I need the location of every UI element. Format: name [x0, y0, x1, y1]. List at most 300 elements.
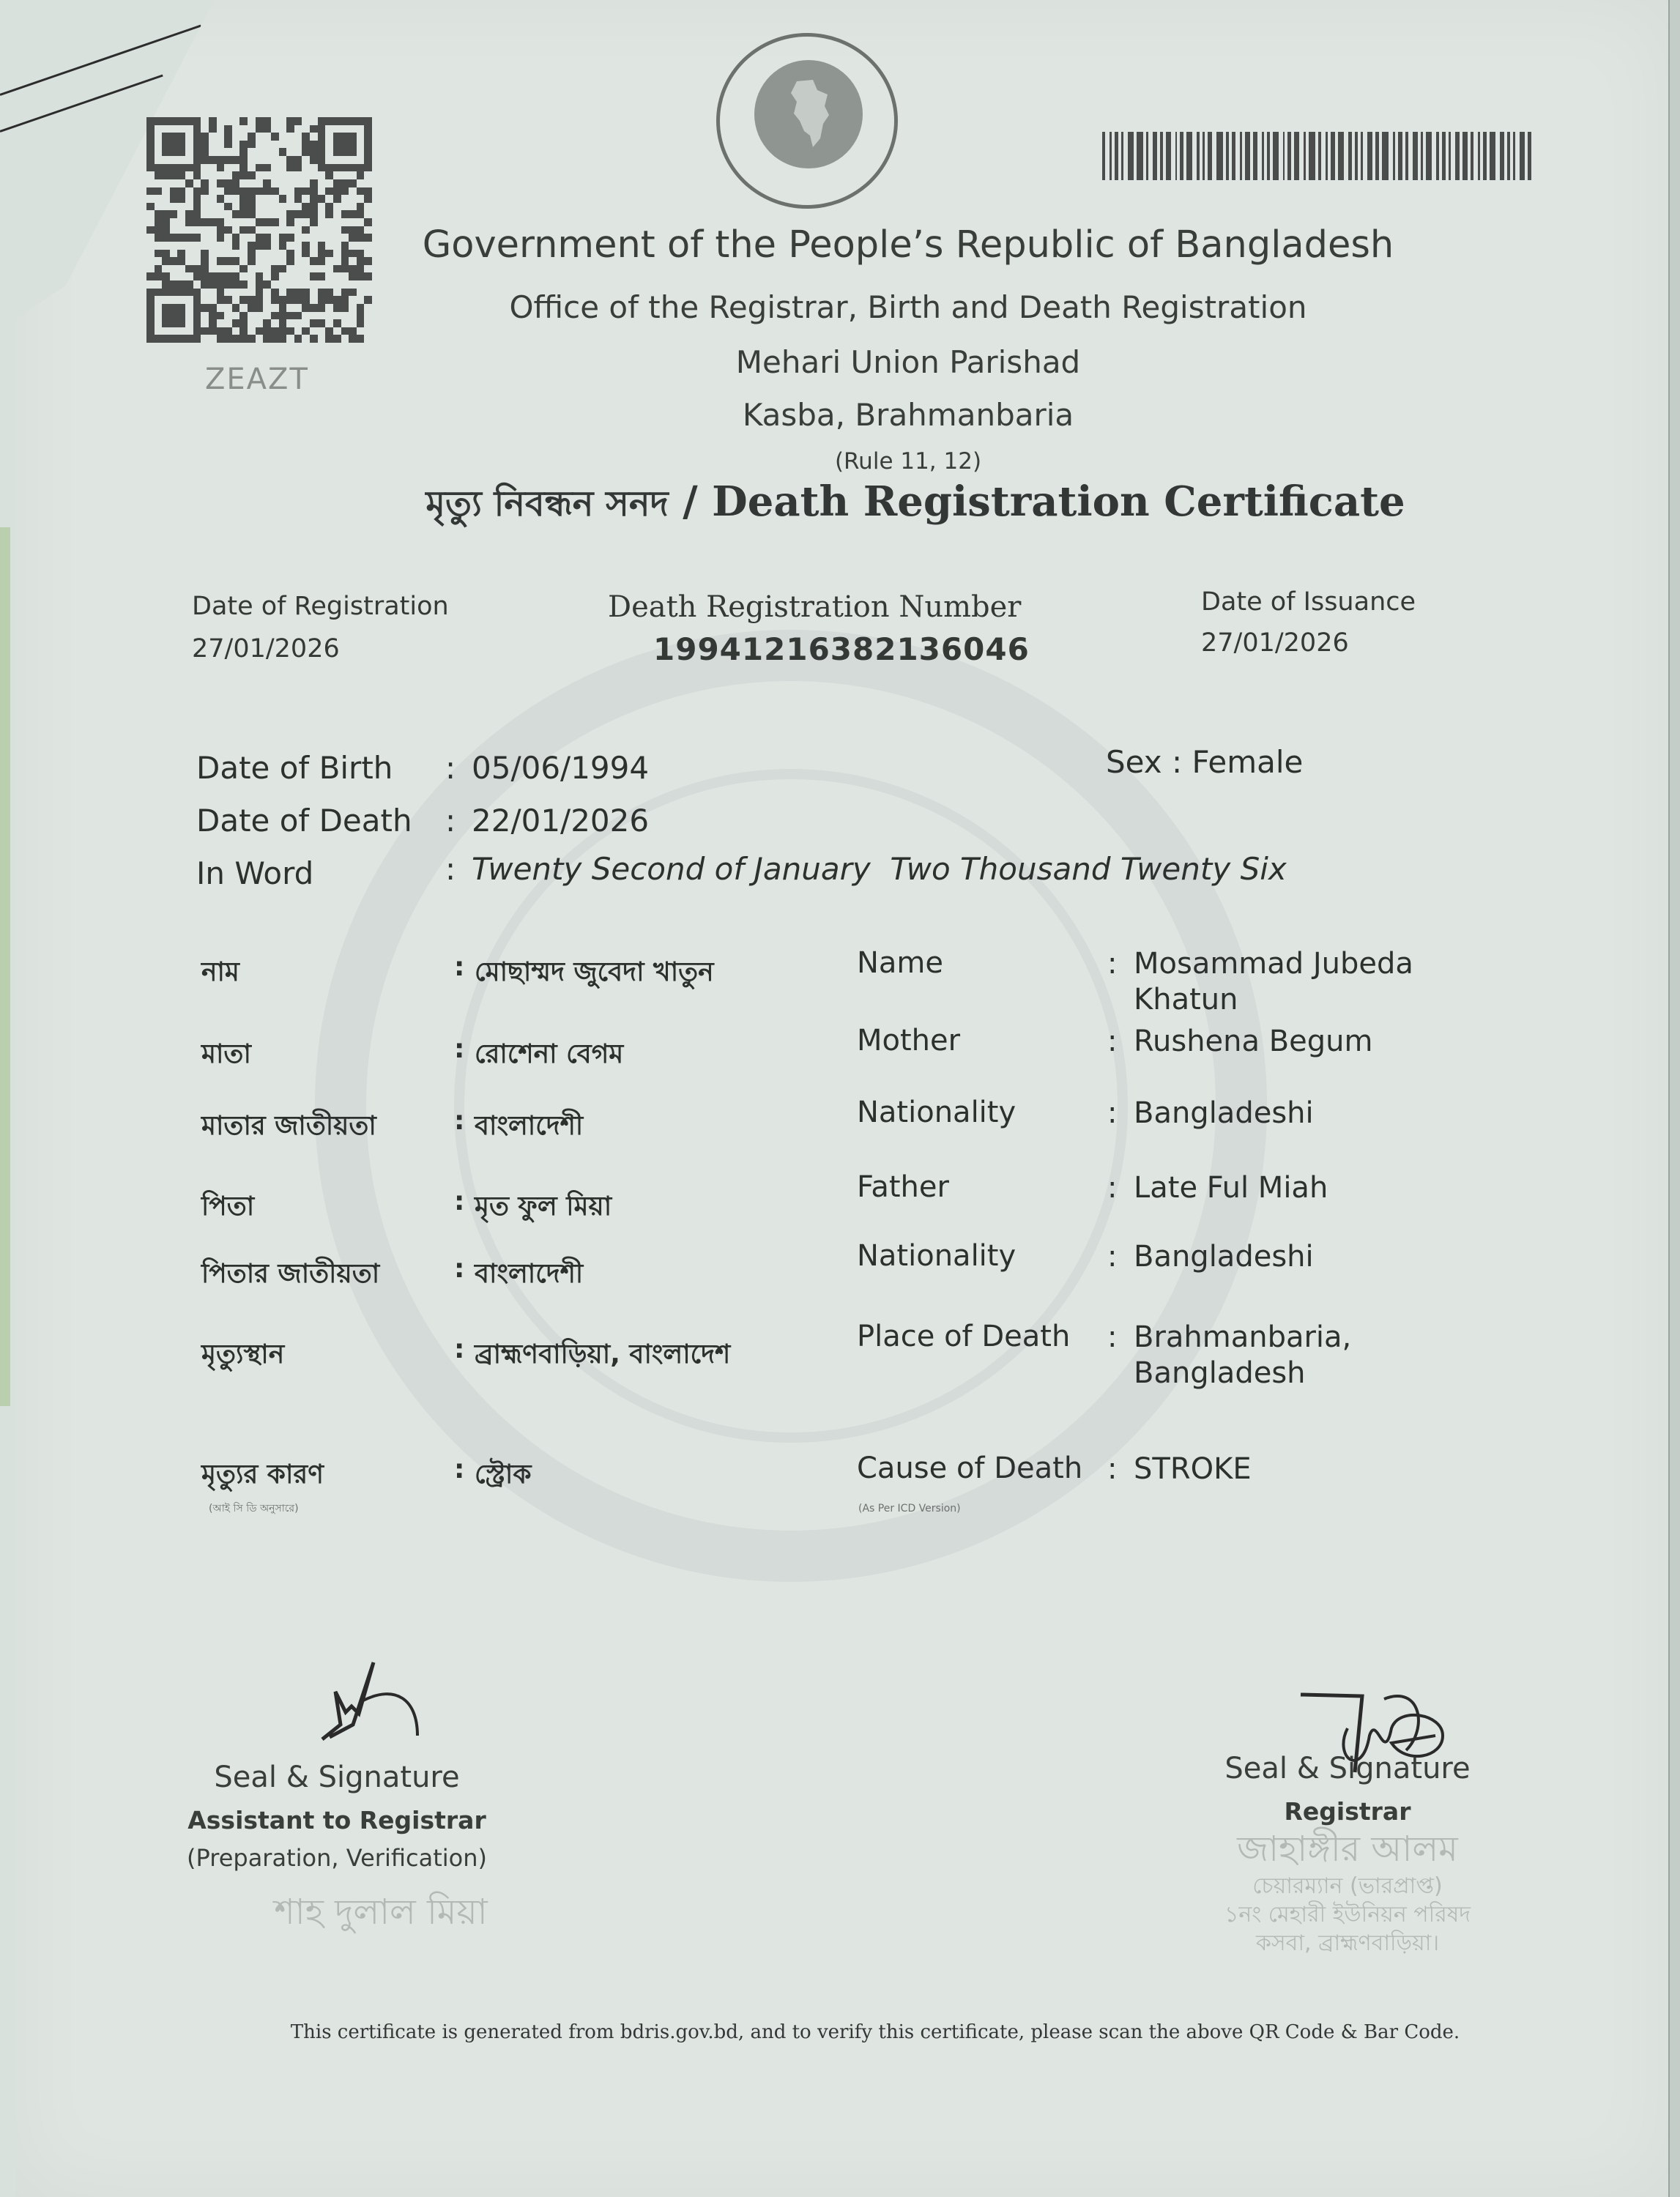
- qr-module: [341, 133, 349, 141]
- qr-module: [209, 280, 217, 289]
- qr-module: [256, 218, 264, 226]
- bn-field-colon: :: [454, 1186, 465, 1216]
- qr-module: [232, 187, 240, 196]
- bn-field-value: মৃত ফুল মিয়া: [475, 1192, 612, 1222]
- qr-module: [224, 156, 232, 164]
- qr-module: [224, 296, 232, 304]
- en-field-value: Bangladeshi: [1134, 1096, 1314, 1130]
- en-field-note: (As Per ICD Version): [858, 1503, 961, 1514]
- qr-module: [170, 203, 178, 211]
- qr-module: [302, 210, 310, 218]
- qr-module: [333, 133, 341, 141]
- qr-module: [349, 156, 357, 164]
- qr-module: [217, 242, 225, 250]
- qr-module: [349, 179, 357, 187]
- qr-module: [294, 250, 302, 258]
- qr-module: [248, 234, 256, 242]
- qr-module: [224, 226, 232, 234]
- qr-module: [341, 242, 349, 250]
- qr-module: [224, 335, 232, 343]
- qr-module: [177, 289, 185, 297]
- qr-module: [302, 280, 310, 289]
- qr-module: [310, 218, 318, 226]
- qr-module: [217, 156, 225, 164]
- barcode-bar: [1208, 132, 1212, 180]
- qr-module: [364, 156, 372, 164]
- qr-module: [263, 234, 271, 242]
- qr-module: [146, 234, 155, 242]
- qr-module: [341, 156, 349, 164]
- date-of-issuance-value: 27/01/2026: [1201, 628, 1349, 658]
- sex-colon: :: [1171, 744, 1183, 780]
- en-field-label: Mother: [857, 1024, 961, 1057]
- barcode-bar: [1175, 132, 1177, 180]
- verification-footer: This certificate is generated from bdris.gov.bd, and to verify this certificate, please scan the above QR Code & Bar Code.: [290, 2021, 1460, 2043]
- qr-module: [294, 289, 302, 297]
- qr-module: [333, 242, 341, 250]
- assistant-registrar-role: Assistant to Registrar: [187, 1806, 486, 1834]
- barcode-bar: [1166, 132, 1171, 180]
- qr-module: [162, 242, 170, 250]
- qr-module: [302, 133, 310, 141]
- qr-module: [185, 156, 193, 164]
- qr-module: [286, 210, 294, 218]
- qr-module: [279, 319, 287, 327]
- qr-module: [217, 117, 225, 125]
- bn-field-value: বাংলাদেশী: [475, 1111, 584, 1141]
- qr-module: [294, 133, 302, 141]
- qr-module: [185, 133, 193, 141]
- qr-module: [302, 195, 310, 203]
- qr-module: [209, 187, 217, 196]
- qr-module: [155, 242, 163, 250]
- qr-module: [294, 195, 302, 203]
- qr-module: [364, 117, 372, 125]
- qr-module: [325, 327, 333, 335]
- qr-module: [177, 133, 185, 141]
- bn-field-value: রোশেনা বেগম: [475, 1039, 624, 1069]
- qr-module: [155, 148, 163, 156]
- qr-module: [286, 125, 294, 133]
- qr-module: [302, 156, 310, 164]
- qr-module: [318, 218, 326, 226]
- qr-module: [201, 210, 209, 218]
- qr-module: [155, 164, 163, 172]
- qr-module: [170, 187, 178, 196]
- assistant-signature-icon: [308, 1655, 432, 1750]
- qr-module: [170, 179, 178, 187]
- qr-module: [349, 280, 357, 289]
- qr-module: [185, 327, 193, 335]
- qr-module: [318, 296, 326, 304]
- qr-module: [310, 257, 318, 265]
- qr-module: [310, 187, 318, 196]
- qr-module: [232, 257, 240, 265]
- qr-module: [256, 156, 264, 164]
- qr-module: [239, 218, 248, 226]
- qr-module: [146, 164, 155, 172]
- qr-module: [318, 133, 326, 141]
- qr-module: [263, 195, 271, 203]
- barcode-bar: [1262, 132, 1264, 180]
- qr-module: [217, 179, 225, 187]
- qr-module: [224, 319, 232, 327]
- qr-module: [263, 327, 271, 335]
- qr-module: [325, 312, 333, 320]
- barcode-bar: [1449, 132, 1451, 180]
- qr-module: [302, 265, 310, 273]
- qr-module: [364, 187, 372, 196]
- qr-module: [263, 171, 271, 179]
- qr-module: [310, 289, 318, 297]
- en-field-value: Mosammad Jubeda Khatun: [1134, 947, 1413, 1016]
- qr-module: [364, 319, 372, 327]
- qr-module: [162, 280, 170, 289]
- qr-module: [310, 312, 318, 320]
- qr-module: [185, 280, 193, 289]
- barcode[interactable]: [1102, 132, 1534, 180]
- qr-module: [146, 210, 155, 218]
- qr-module: [357, 319, 365, 327]
- qr-module: [333, 171, 341, 179]
- qr-module: [209, 125, 217, 133]
- qr-module: [177, 250, 185, 258]
- qr-module: [357, 257, 365, 265]
- qr-module: [349, 210, 357, 218]
- qr-module: [232, 319, 240, 327]
- qr-module: [256, 234, 264, 242]
- qr-module: [286, 327, 294, 335]
- qr-module: [341, 164, 349, 172]
- dod-colon: :: [445, 803, 456, 839]
- bn-field-colon: :: [454, 1034, 465, 1064]
- qr-module: [286, 304, 294, 312]
- qr-module: [325, 210, 333, 218]
- qr-module: [349, 257, 357, 265]
- qr-module: [357, 148, 365, 156]
- barcode-bar: [1102, 132, 1105, 180]
- qr-module: [201, 148, 209, 156]
- qr-module: [310, 327, 318, 335]
- qr-module: [349, 117, 357, 125]
- qr-module: [364, 335, 372, 343]
- barcode-bar: [1520, 132, 1525, 180]
- qr-module: [310, 179, 318, 187]
- qr-module: [224, 133, 232, 141]
- qr-module: [364, 210, 372, 218]
- qr-module: [349, 304, 357, 312]
- qr-module: [232, 218, 240, 226]
- qr-module: [349, 272, 357, 280]
- qr-module: [294, 335, 302, 343]
- qr-module: [193, 312, 201, 320]
- qr-module: [155, 327, 163, 335]
- bn-field-value: বাংলাদেশী: [475, 1259, 584, 1289]
- qr-module: [162, 187, 170, 196]
- barcode-bar: [1500, 132, 1504, 180]
- location-heading: Kasba, Brahmanbaria: [742, 397, 1074, 433]
- qr-module: [279, 226, 287, 234]
- qr-module: [302, 179, 310, 187]
- qr-module: [146, 226, 155, 234]
- qr-module: [256, 133, 264, 141]
- barcode-bar: [1180, 132, 1183, 180]
- qr-module: [209, 179, 217, 187]
- bn-field-label: পিতার জাতীয়তা: [201, 1259, 380, 1289]
- qr-module: [201, 171, 209, 179]
- qr-module: [146, 171, 155, 179]
- qr-module: [201, 280, 209, 289]
- qr-module: [364, 125, 372, 133]
- barcode-bar: [1245, 132, 1250, 180]
- qr-module: [162, 319, 170, 327]
- qr-module: [286, 203, 294, 211]
- qr-module: [248, 195, 256, 203]
- qr-module: [271, 327, 279, 335]
- sex-label: Sex: [1106, 744, 1162, 780]
- barcode-bar: [1318, 132, 1321, 180]
- qr-module: [248, 133, 256, 141]
- qr-module: [294, 226, 302, 234]
- qr-module: [232, 327, 240, 335]
- qr-module: [239, 156, 248, 164]
- registrar-stamp-name: জাহাঙ্গীর আলম: [1237, 1829, 1458, 1870]
- barcode-bar: [1442, 132, 1446, 180]
- qr-module: [162, 226, 170, 234]
- qr-module: [364, 280, 372, 289]
- qr-module: [217, 280, 225, 289]
- barcode-bar: [1121, 132, 1123, 180]
- qr-module: [224, 195, 232, 203]
- qr-module: [146, 242, 155, 250]
- qr-module: [201, 327, 209, 335]
- qr-module: [325, 179, 333, 187]
- qr-module: [263, 187, 271, 196]
- qr-module: [201, 272, 209, 280]
- qr-module: [155, 272, 163, 280]
- qr-module: [224, 272, 232, 280]
- qr-module: [146, 179, 155, 187]
- barcode-bar: [1309, 132, 1315, 180]
- qr-module: [232, 171, 240, 179]
- qr-module: [318, 242, 326, 250]
- qr-module: [263, 141, 271, 149]
- qr-module: [310, 280, 318, 289]
- qr-module: [310, 195, 318, 203]
- qr-module: [248, 327, 256, 335]
- qr-module: [302, 319, 310, 327]
- barcode-bar: [1226, 132, 1229, 180]
- qr-module: [279, 296, 287, 304]
- qr-module: [341, 257, 349, 265]
- rule-reference: (Rule 11, 12): [834, 448, 982, 475]
- qr-module: [294, 319, 302, 327]
- assistant-registrar-sub: (Preparation, Verification): [187, 1844, 487, 1872]
- qr-module: [224, 179, 232, 187]
- qr-module: [256, 335, 264, 343]
- en-field-label: Nationality: [857, 1239, 1016, 1273]
- qr-module: [155, 296, 163, 304]
- bn-field-colon: :: [454, 1334, 465, 1364]
- qr-module: [256, 210, 264, 218]
- qr-module: [232, 125, 240, 133]
- qr-module: [177, 327, 185, 335]
- qr-module: [310, 156, 318, 164]
- certificate-title-bn: মৃত্যু নিবন্ধন সনদ: [425, 483, 669, 524]
- qr-module: [232, 280, 240, 289]
- qr-module: [310, 296, 318, 304]
- qr-module: [146, 195, 155, 203]
- barcode-bar: [1483, 132, 1487, 180]
- qr-module: [263, 319, 271, 327]
- qr-module: [185, 242, 193, 250]
- qr-module: [349, 242, 357, 250]
- qr-module: [294, 148, 302, 156]
- qr-module: [310, 234, 318, 242]
- qr-module: [357, 117, 365, 125]
- qr-module: [333, 304, 341, 312]
- barcode-bar: [1398, 132, 1402, 180]
- qr-module: [232, 335, 240, 343]
- bn-field-value: মোছাম্মদ জুবেদা খাতুন: [475, 957, 714, 987]
- bangladesh-map-icon: [784, 77, 835, 150]
- en-field-colon: :: [1107, 1452, 1118, 1486]
- qr-module: [271, 280, 279, 289]
- qr-module: [341, 141, 349, 149]
- qr-module: [239, 148, 248, 156]
- barcode-bar: [1267, 132, 1270, 180]
- qr-module: [170, 272, 178, 280]
- qr-module: [341, 250, 349, 258]
- qr-module: [217, 250, 225, 258]
- registrar-role: Registrar: [1284, 1797, 1411, 1826]
- qr-module: [146, 133, 155, 141]
- qr-code[interactable]: [146, 117, 372, 343]
- assistant-stamp-name: শাহ দুলাল মিয়া: [274, 1892, 488, 1933]
- qr-module: [177, 141, 185, 149]
- underlying-paper-right: [1668, 0, 1680, 2197]
- qr-module: [239, 265, 248, 273]
- qr-module: [170, 280, 178, 289]
- qr-module: [170, 195, 178, 203]
- qr-module: [209, 335, 217, 343]
- qr-module: [209, 226, 217, 234]
- barcode-bar: [1478, 132, 1480, 180]
- qr-module: [349, 187, 357, 196]
- barcode-bar: [1137, 132, 1143, 180]
- qr-module: [364, 312, 372, 320]
- qr-module: [286, 335, 294, 343]
- certificate-title: [395, 477, 1435, 535]
- qr-module: [256, 203, 264, 211]
- qr-module: [271, 133, 279, 141]
- qr-module: [349, 289, 357, 297]
- qr-module: [310, 164, 318, 172]
- barcode-bar: [1375, 132, 1379, 180]
- qr-module: [294, 257, 302, 265]
- qr-module: [193, 234, 201, 242]
- qr-module: [224, 304, 232, 312]
- qr-module: [325, 125, 333, 133]
- barcode-bar: [1160, 132, 1163, 180]
- qr-module: [279, 234, 287, 242]
- qr-module: [256, 226, 264, 234]
- qr-module: [341, 312, 349, 320]
- qr-module: [155, 226, 163, 234]
- qr-module: [286, 296, 294, 304]
- barcode-bar: [1153, 132, 1157, 180]
- qr-module: [146, 304, 155, 312]
- qr-module: [248, 179, 256, 187]
- qr-module: [193, 187, 201, 196]
- qr-module: [263, 226, 271, 234]
- qr-module: [310, 335, 318, 343]
- qr-module: [302, 335, 310, 343]
- qr-module: [217, 133, 225, 141]
- qr-module: [155, 133, 163, 141]
- en-field-value: Rushena Begum: [1134, 1025, 1373, 1058]
- qr-module: [162, 203, 170, 211]
- qr-module: [146, 335, 155, 343]
- qr-module: [279, 304, 287, 312]
- qr-module: [341, 187, 349, 196]
- en-field-colon: :: [1107, 1025, 1118, 1058]
- qr-module: [217, 195, 225, 203]
- qr-module: [193, 218, 201, 226]
- qr-module: [193, 304, 201, 312]
- qr-module: [201, 133, 209, 141]
- in-word-colon: :: [445, 851, 456, 887]
- qr-module: [162, 304, 170, 312]
- qr-module: [271, 272, 279, 280]
- qr-module: [333, 265, 341, 273]
- qr-module: [248, 272, 256, 280]
- qr-module: [248, 125, 256, 133]
- qr-module: [349, 327, 357, 335]
- qr-module: [271, 125, 279, 133]
- en-field-value: Late Ful Miah: [1134, 1171, 1328, 1205]
- qr-module: [310, 272, 318, 280]
- qr-module: [357, 280, 365, 289]
- qr-module: [286, 164, 294, 172]
- qr-module: [294, 141, 302, 149]
- qr-module: [333, 179, 341, 187]
- qr-module: [162, 218, 170, 226]
- qr-module: [341, 179, 349, 187]
- qr-module: [364, 171, 372, 179]
- qr-module: [357, 242, 365, 250]
- qr-module: [239, 133, 248, 141]
- qr-module: [325, 257, 333, 265]
- qr-module: [364, 234, 372, 242]
- qr-module: [170, 327, 178, 335]
- qr-module: [224, 187, 232, 196]
- qr-module: [333, 272, 341, 280]
- en-field-value: Brahmanbaria, Bangladesh: [1134, 1320, 1352, 1390]
- qr-module: [325, 319, 333, 327]
- qr-module: [248, 164, 256, 172]
- qr-module: [333, 257, 341, 265]
- qr-module: [325, 171, 333, 179]
- qr-module: [256, 125, 264, 133]
- qr-module: [256, 327, 264, 335]
- qr-module: [333, 335, 341, 343]
- qr-module: [349, 195, 357, 203]
- qr-module: [286, 179, 294, 187]
- qr-module: [364, 265, 372, 273]
- date-of-issuance-label: Date of Issuance: [1201, 587, 1416, 617]
- qr-module: [294, 171, 302, 179]
